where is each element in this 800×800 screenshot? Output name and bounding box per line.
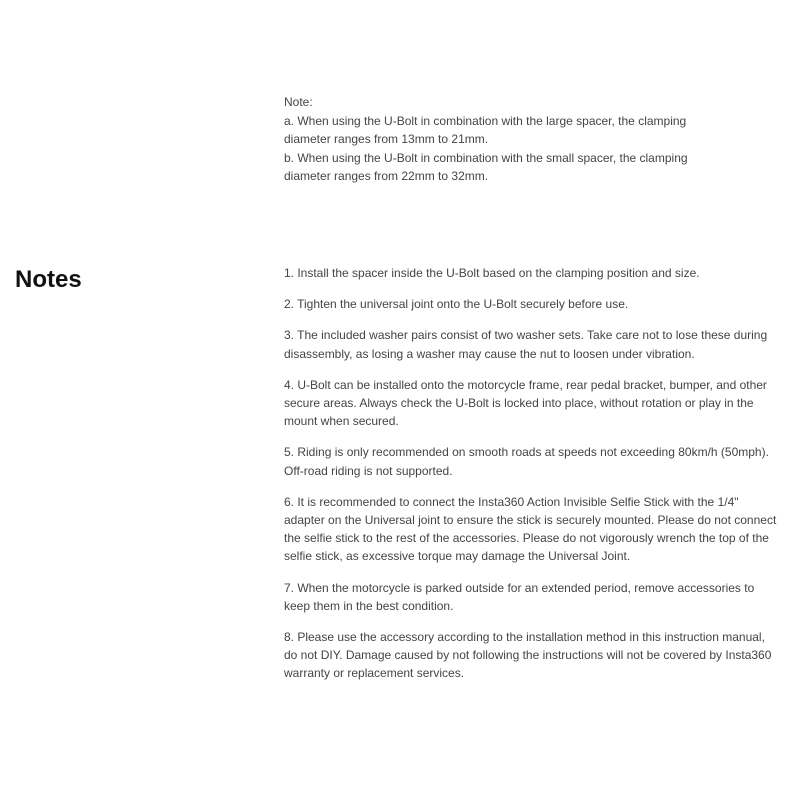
notes-heading: Notes bbox=[15, 266, 82, 293]
note-item: 1. Install the spacer inside the U-Bolt based on the clamping position and size. bbox=[284, 266, 700, 280]
spacer-note-line-small: b. When using the U-Bolt in combination with the small spacer, the clamping diameter ranges from 22mm to 32mm. bbox=[284, 150, 688, 183]
spacer-note-title: Note: bbox=[284, 95, 313, 109]
note-item: 2. Tighten the universal joint onto the U-Bolt securely before use. bbox=[284, 297, 629, 312]
notes-list bbox=[284, 264, 780, 696]
note-item: 3. The included washer pairs consist of two washer sets. Take care not to lose these during disassembly, as losing a washer may cause the nut to loosen under vibration. bbox=[284, 328, 768, 361]
spacer-note bbox=[284, 93, 724, 186]
note-item: 5. Riding is only recommended on smooth roads at speeds not exceeding 80km/h (50mph). Off-road riding is not supported. bbox=[284, 445, 769, 478]
spacer-note-line-large: a. When using the U-Bolt in combination with the large spacer, the clamping diameter ranges from 13mm to 21mm. bbox=[284, 113, 687, 146]
note-item: 7. When the motorcycle is parked outside for an extended period, remove accessories to keep them in the best condition. bbox=[284, 580, 755, 613]
note-item: 8. Please use the accessory according to the installation method in this instruction manual, do not DIY. Damage caused by not following the instructions will not be covered by Insta360 warranty or replacement services. bbox=[284, 630, 772, 681]
note-item: 4. U-Bolt can be installed onto the motorcycle frame, rear pedal bracket, bumper, and other secure areas. Always check the U-Bolt is locked into place, without rotation or play in the mount when secured. bbox=[284, 377, 767, 429]
note-item: 6. It is recommended to connect the Insta360 Action Invisible Selfie Stick with the 1/4" adapter on the Universal joint to ensure the stick is securely mounted. Please do not connect the selfie stick to the rest of the accessories. Please do not vigorously wrench the top of the selfie stick, as excessive torque may damage the Universal Joint. bbox=[284, 494, 777, 564]
